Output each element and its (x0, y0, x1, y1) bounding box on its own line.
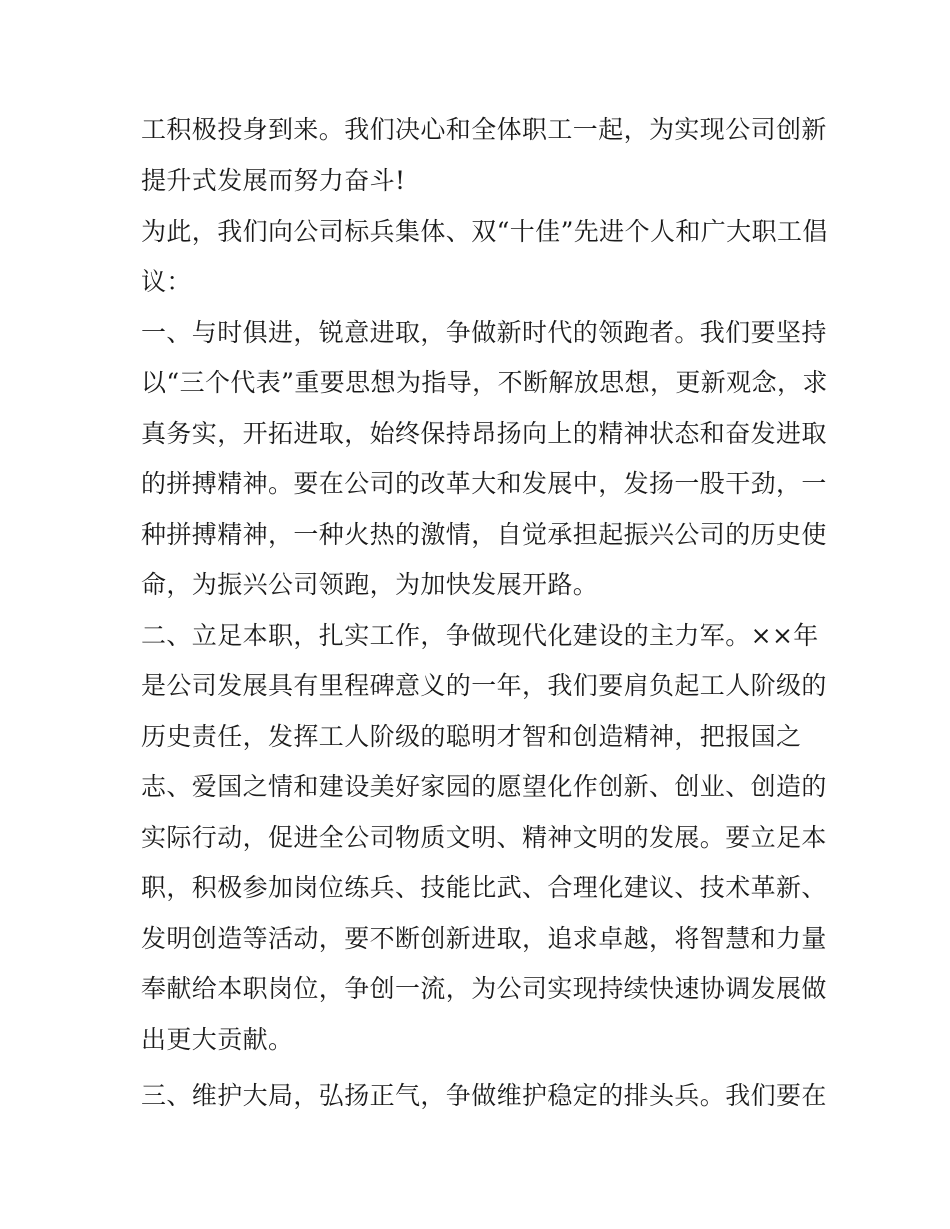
text-line: 的拼搏精神。要在公司的改革大和发展中，发扬一股干劲，一 (141, 469, 827, 498)
text-line: 实际行动，促进全公司物质文明、精神文明的发展。要立足本 (141, 823, 827, 852)
text-line: 议： (141, 267, 192, 296)
text-line: 一、与时俱进，锐意进取，争做新时代的领跑者。我们要坚持 (141, 318, 827, 347)
text-line: 是公司发展具有里程碑意义的一年，我们要肩负起工人阶级的 (141, 671, 827, 700)
text-line: 种拼搏精神，一种火热的激情，自觉承担起振兴公司的历史使 (141, 520, 827, 549)
text-line: 发明创造等活动，要不断创新进取，追求卓越，将智慧和力量 (141, 924, 827, 953)
text-line: 职，积极参加岗位练兵、技能比武、合理化建议、技术革新、 (141, 873, 827, 902)
text-line: 命，为振兴公司领跑，为加快发展开路。 (141, 570, 599, 599)
text-line: 志、爱国之情和建设美好家园的愿望化作创新、创业、创造的 (141, 772, 827, 801)
text-line: 奉献给本职岗位，争创一流，为公司实现持续快速协调发展做 (141, 974, 827, 1003)
text-line: 以“三个代表”重要思想为指导，不断解放思想，更新观念，求 (141, 368, 828, 397)
text-line: 真务实，开拓进取，始终保持昂扬向上的精神状态和奋发进取 (141, 419, 827, 448)
text-line: 出更大贡献。 (141, 1025, 294, 1054)
text-line: 提升式发展而努力奋斗! (141, 166, 406, 195)
text-line: 为此，我们向公司标兵集体、双“十佳”先进个人和广大职工倡 (141, 217, 828, 246)
text-line: 二、立足本职，扎实工作，争做现代化建设的主力军。××年 (141, 621, 819, 650)
text-line: 历史责任，发挥工人阶级的聪明才智和创造精神，把报国之 (141, 722, 802, 751)
text-line: 三、维护大局，弘扬正气，争做维护稳定的排头兵。我们要在 (141, 1081, 827, 1110)
text-line: 工积极投身到来。我们决心和全体职工一起，为实现公司创新 (141, 115, 827, 144)
